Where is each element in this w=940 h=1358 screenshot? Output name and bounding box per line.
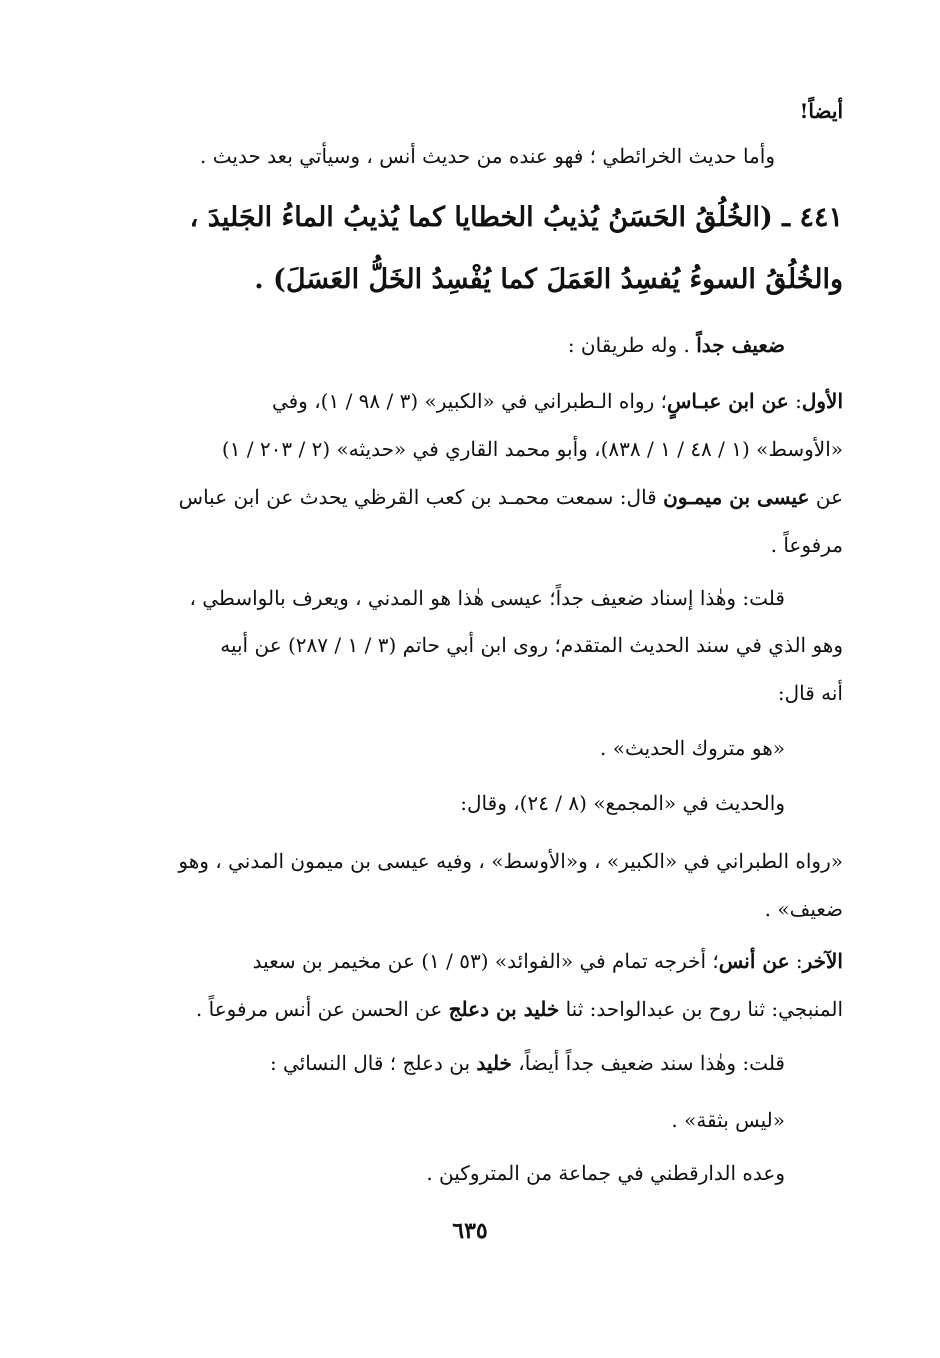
text-segment: ؛ رواه الـطبراني في «الكبير» (٣ / ٩٨ / ١)، وفي	[271, 389, 667, 413]
text-segment: «ليس بثقة» .	[671, 1108, 785, 1132]
text-segment: وهو الذي في سند الحديث المتقدم؛ روى ابن أبي حاتم (٣ / ١ / ٢٨٧) عن أبيه	[220, 633, 843, 657]
bold-text-segment: عن ابن عبـاسٍ	[666, 389, 789, 413]
text-line	[771, 530, 843, 560]
text-segment: عن	[809, 485, 843, 509]
hadith-heading-line	[254, 260, 843, 300]
text-line	[426, 1158, 785, 1188]
bold-text-segment: عيسى بن ميمـون	[663, 485, 810, 509]
text-segment: . وله طريقان :	[567, 333, 697, 357]
text-line	[778, 678, 843, 708]
bold-text-segment: عن أنس	[718, 949, 790, 973]
text-segment: والخُلُقُ السوءُ يُفسِدُ العَمَلَ كما يُفْسِدُ الخَلُّ العَسَلَ) .	[254, 264, 843, 295]
text-line	[253, 946, 843, 976]
text-line	[222, 434, 843, 464]
text-segment: وعده الدارقطني في جماعة من المتروكين .	[426, 1161, 785, 1185]
text-segment: أنه قال:	[777, 681, 843, 705]
text-segment: :	[789, 949, 803, 973]
text-line	[189, 583, 785, 613]
text-segment: ٤٤١ ـ (الخُلُقُ الحَسَنُ يُذيبُ الخطايا كما يُذيبُ الماءُ الجَليدَ ،	[189, 202, 843, 233]
text-line	[272, 386, 843, 416]
bold-text-segment: الأول	[801, 389, 843, 413]
text-line	[600, 733, 785, 763]
bold-text-segment: أيضاً!	[799, 99, 843, 123]
text-segment: ضعيف» .	[764, 897, 843, 921]
text-segment: المنبجي: ثنا روح بن عبدالواحد: ثنا	[559, 997, 843, 1021]
text-line	[671, 1105, 785, 1135]
bold-text-segment: ضعيف جداً	[696, 333, 785, 357]
text-line	[460, 788, 785, 818]
text-line	[765, 894, 843, 924]
text-segment: بن دعلج ؛ قال النسائي :	[269, 1051, 477, 1075]
text-segment: مرفوعاً .	[770, 533, 843, 557]
bold-text-segment: خليد بن دعلج	[448, 997, 560, 1021]
text-segment: والحديث في «المجمع» (٨ / ٢٤)، وقال:	[460, 791, 785, 815]
text-segment: «رواه الطبراني في «الكبير» ، و«الأوسط» ، وفيه عيسى بن ميمون المدني ، وهو	[178, 849, 843, 873]
bold-text-segment: خليد	[476, 1051, 512, 1075]
text-segment: عن الحسن عن أنس مرفوعاً .	[195, 997, 449, 1021]
text-line	[800, 96, 843, 126]
text-segment: قلت: وهٰذا إسناد ضعيف جداً؛ عيسى هٰذا هو المدني ، ويعرف بالواسطي ،	[189, 586, 785, 610]
text-segment: ؛ أخرجه تمام في «الفوائد» (٥٣ / ١) عن مخيمر بن سعيد	[252, 949, 719, 973]
text-line	[270, 1048, 785, 1078]
text-line	[196, 994, 843, 1024]
text-segment: قال: سمعت محمـد بن كعب القرظي يحدث عن ابن عباس	[178, 485, 664, 509]
text-line	[200, 141, 775, 171]
text-segment: «هو متروك الحديث» .	[600, 736, 785, 760]
hadith-heading-line	[190, 198, 843, 238]
text-line	[179, 482, 843, 512]
text-segment: وأما حديث الخرائطي ؛ فهو عنده من حديث أنس ، وسيأتي بعد حديث .	[200, 144, 775, 168]
page-number: ٦٣٥	[452, 1218, 488, 1244]
text-segment: :	[788, 389, 802, 413]
text-segment: «الأوسط» (١ / ٤٨ / ١ / ٨٣٨)، وأبو محمد القاري في «حديثه» (٢ / ٢٠٣ / ١)	[221, 437, 843, 461]
bold-text-segment: الآخر	[802, 949, 843, 973]
text-line	[178, 846, 843, 876]
text-segment: قلت: وهٰذا سند ضعيف جداً أيضاً،	[511, 1051, 785, 1075]
text-line	[220, 630, 843, 660]
text-line	[568, 330, 785, 360]
